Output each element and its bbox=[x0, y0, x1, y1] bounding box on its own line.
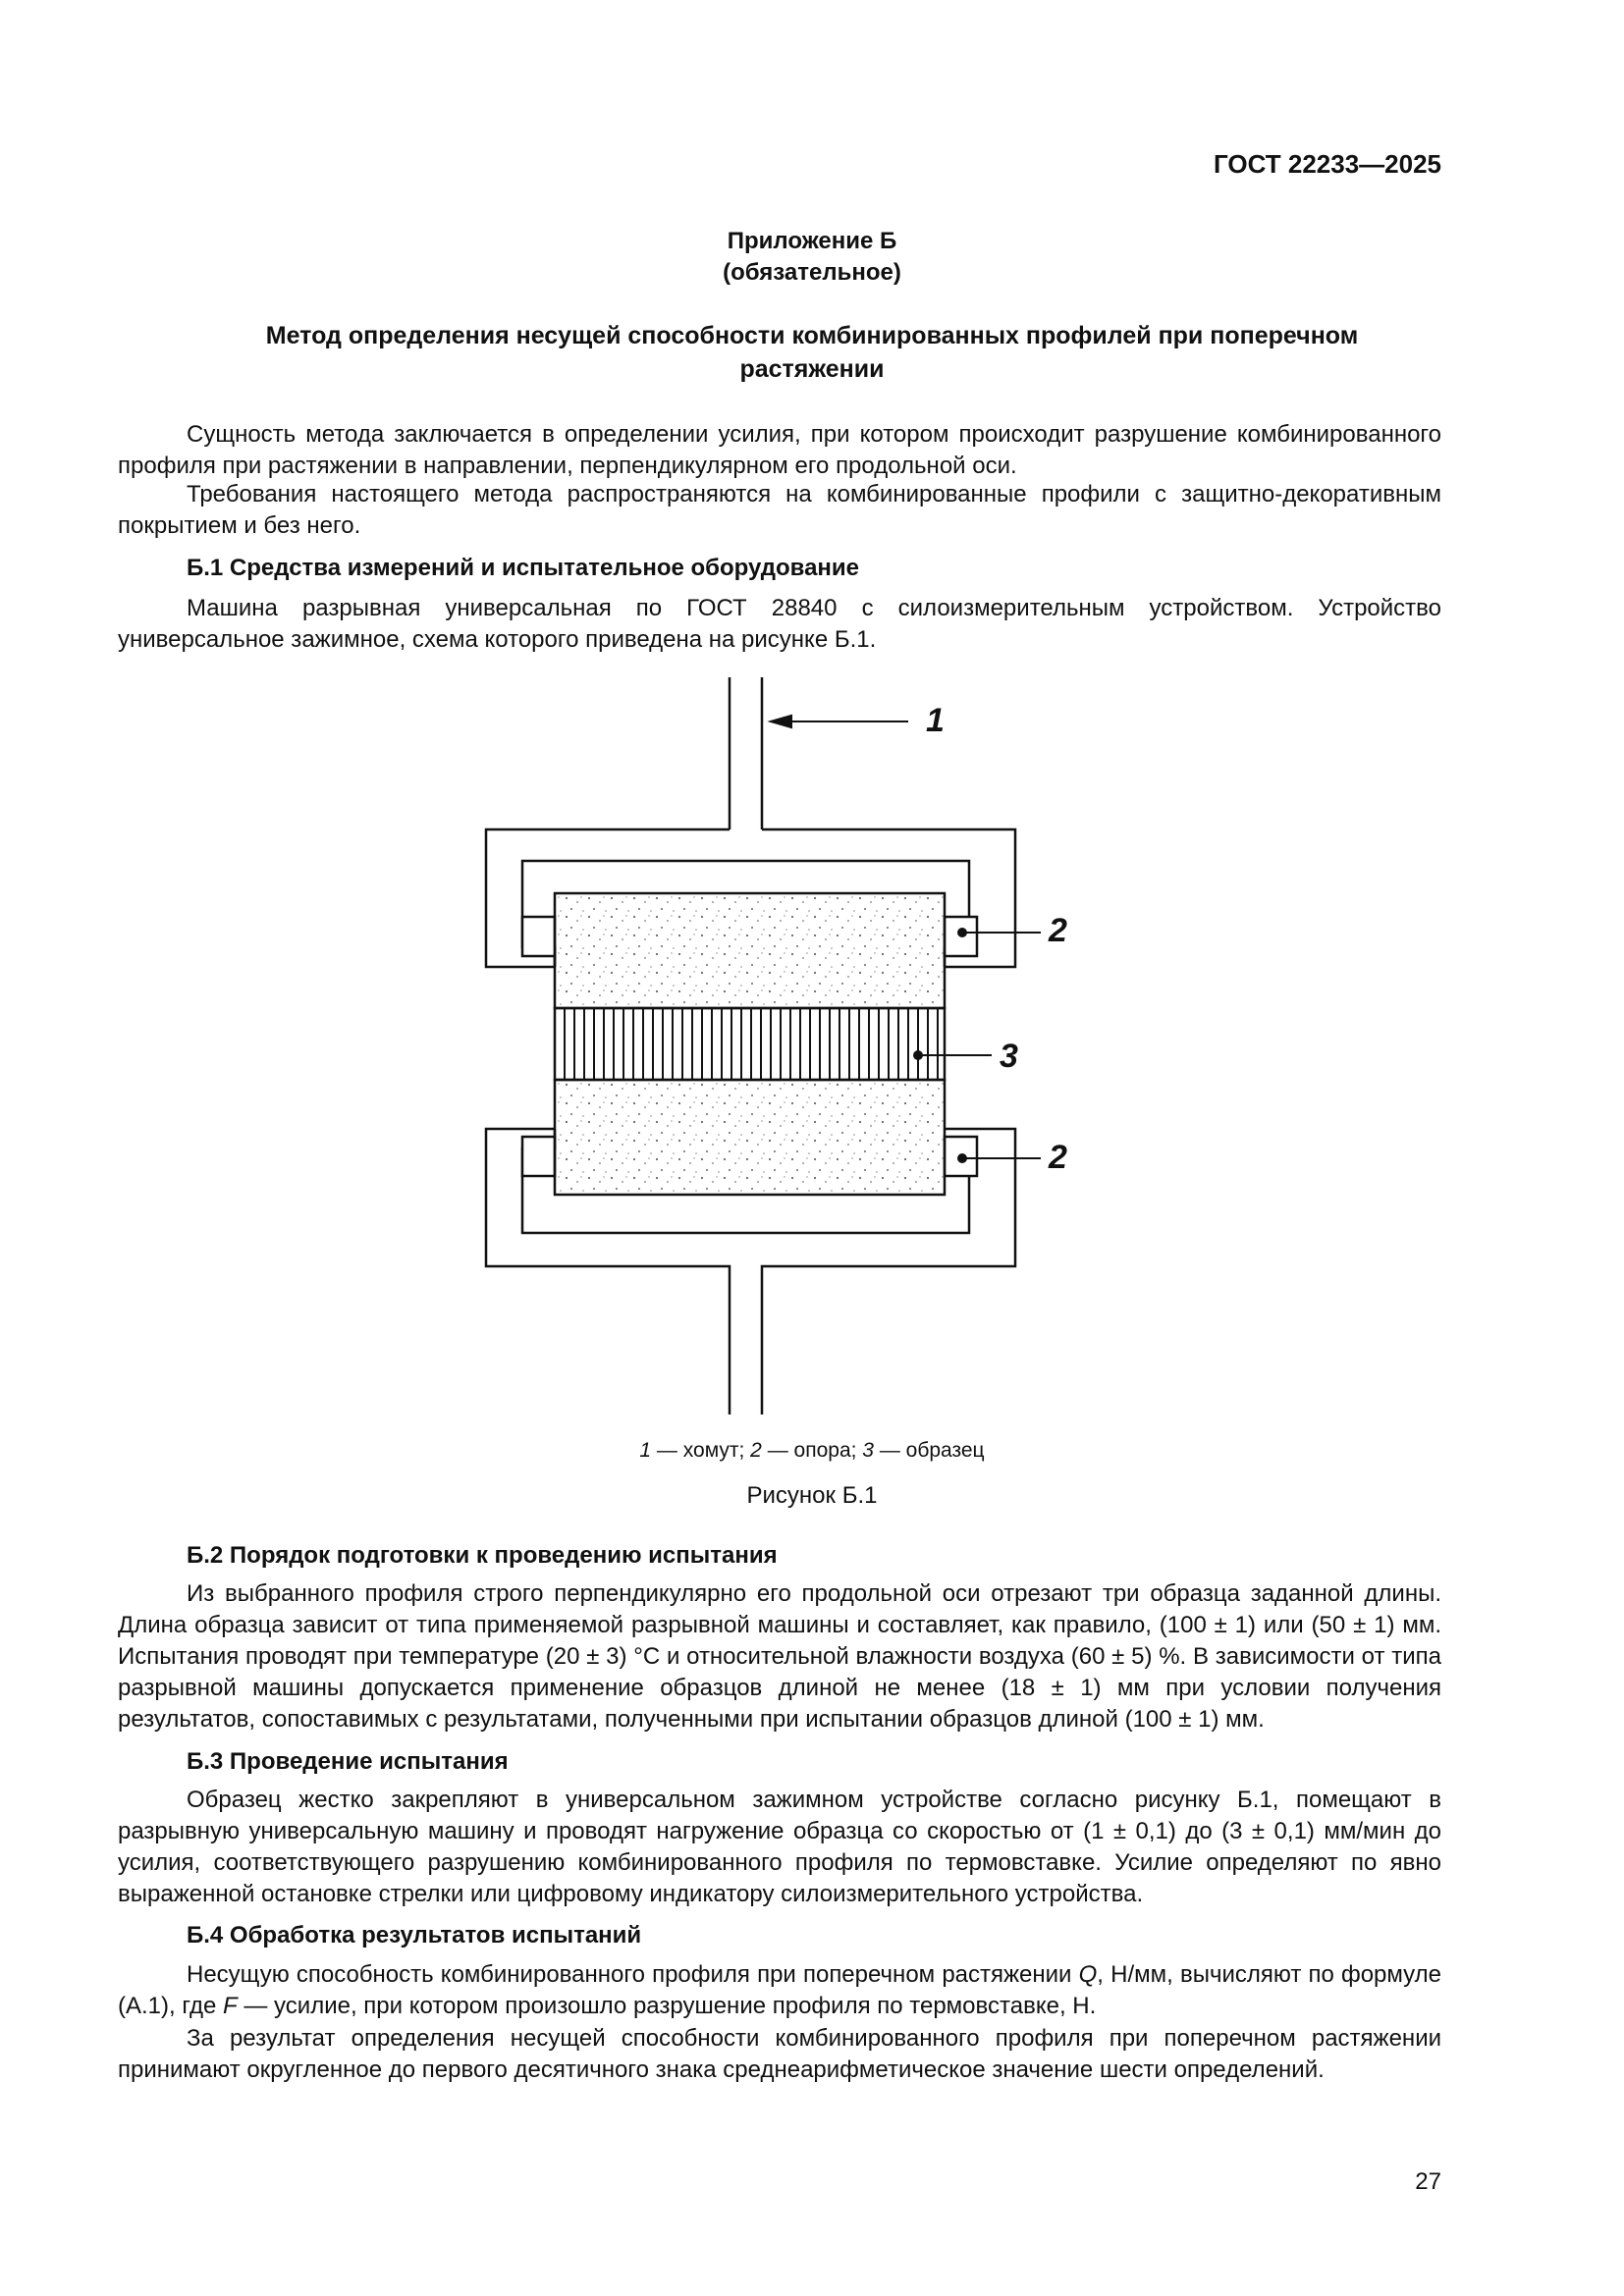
appendix-status: (обязательное) bbox=[723, 259, 901, 286]
section-b1-text: Машина разрывная универсальная по ГОСТ 28840 с силоизмерительным устройством. Устройство универсальное зажимное, схема которого приведена на рисунке Б.1. bbox=[118, 595, 1441, 653]
label-2-upper: 2 bbox=[1049, 912, 1067, 949]
label-1: 1 bbox=[926, 702, 945, 739]
b4-p1-part-a: Несущую способность комбинированного профиля при поперечном растяжении bbox=[187, 1961, 1079, 1988]
legend-text-1: — хомут; bbox=[651, 1439, 751, 1462]
symbol-q: Q bbox=[1078, 1961, 1098, 1988]
method-title-line1: Метод определения несущей способности комбинированных профилей при поперечном bbox=[265, 322, 1359, 349]
intro-paragraph-2: Требования настоящего метода распространяются на комбинированные профили с защитно-декоративным покрытием и без него. bbox=[118, 481, 1441, 539]
section-b2-heading: Б.2 Порядок подготовки к проведению испытания bbox=[187, 1542, 778, 1569]
intro-paragraph-1: Сущность метода заключается в определении усилия, при котором происходит разрушение комбинированного профиля при растяжении в направлении, перпендикулярном его продольной оси. bbox=[118, 421, 1441, 479]
legend-num-1: 1 bbox=[639, 1439, 652, 1462]
section-b4-heading: Б.4 Обработка результатов испытаний bbox=[187, 1922, 642, 1949]
document-code: ГОСТ 22233—2025 bbox=[1214, 149, 1441, 179]
figure-legend bbox=[0, 1439, 1624, 1463]
arrow-head bbox=[771, 716, 791, 727]
symbol-f: F bbox=[223, 1993, 238, 2019]
b4-p1-part-b: , Н/мм, вычисляют по формуле (А.1), где bbox=[118, 1961, 1441, 2019]
section-b1-heading: Б.1 Средства измерений и испытательное оборудование bbox=[187, 555, 860, 581]
section-b4-paragraph-2: За результат определения несущей способности комбинированного профиля при поперечном растяжении принимают округленное до первого десятичного знака среднеарифметическое значение шести определений. bbox=[118, 2025, 1441, 2083]
method-title-line2: растяжении bbox=[739, 355, 885, 383]
page-number: 27 bbox=[1415, 2168, 1441, 2195]
section-b3-text: Образец жестко закрепляют в универсальном зажимном устройстве согласно рисунку Б.1, помещают в разрывную универсальную машину и проводят нагружение образца со скоростью от (1 ± 0,1) до (3 ± 0,1) мм/мин до усилия, соответствующего разрушению комбинированного профиля по термовставке. Усилие определяют по явно выраженной остановке стрелки или цифровому индикатору силоизмерительного устройства. bbox=[118, 1787, 1441, 1907]
legend-num-3: 3 bbox=[862, 1439, 874, 1462]
section-b3-heading: Б.3 Проведение испытания bbox=[187, 1748, 509, 1775]
appendix-title: Приложение Б bbox=[727, 228, 897, 254]
legend-text-3: — образец bbox=[873, 1439, 985, 1462]
legend-text-2: — опора; bbox=[761, 1439, 863, 1462]
label-3: 3 bbox=[1000, 1038, 1018, 1075]
section-b4-paragraph-1 bbox=[118, 1959, 1441, 2022]
figure-caption: Рисунок Б.1 bbox=[746, 1482, 878, 1509]
specimen bbox=[555, 893, 945, 1195]
section-b2-text: Из выбранного профиля строго перпендикулярно его продольной оси отрезают три образца заданной длины. Длина образца зависит от типа применяемой разрывной машины и составляет, как правило, (100 ± 1) или (50 ± 1) мм. Испытания проводят при температуре (20 ± 3) °С и относительной влажности воздуха (60 ± 5) %. В зависимости от типа разрывной машины допускается применение образцов длиной не менее (18 ± 1) мм при условии получения результатов, сопоставимых с результатами, полученными при испытании образцов длиной (100 ± 1) мм. bbox=[118, 1580, 1441, 1733]
b4-p1-part-c: — усилие, при котором произошло разрушение профиля по термовставке, Н. bbox=[237, 1993, 1097, 2019]
label-2-lower: 2 bbox=[1049, 1139, 1067, 1176]
legend-num-2: 2 bbox=[750, 1439, 762, 1462]
